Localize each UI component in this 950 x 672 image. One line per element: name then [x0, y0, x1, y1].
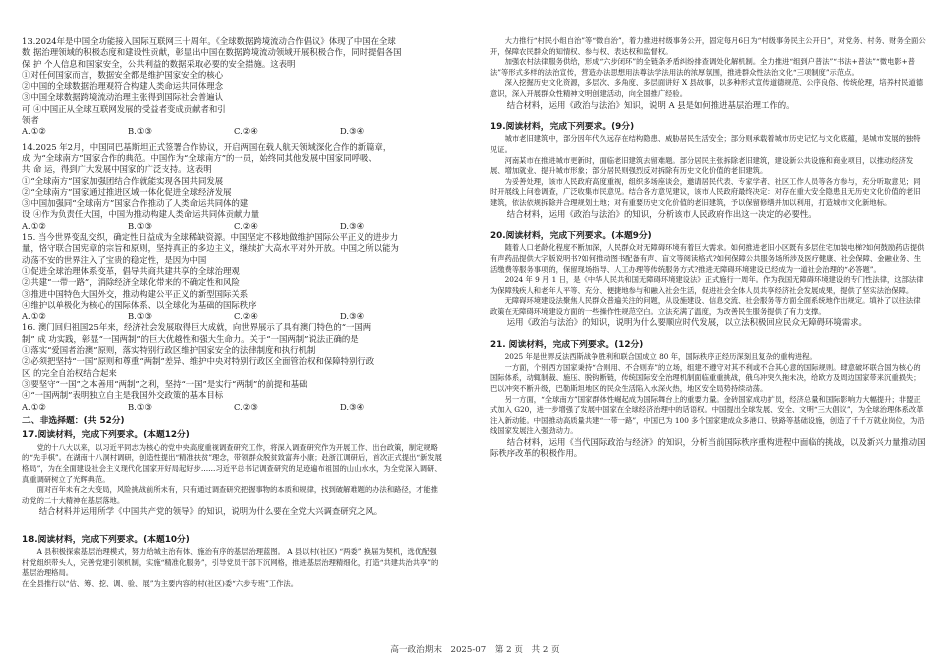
q13-stem-line: 数 据治理领域的积极态度和建设性贡献，彰显出中国在数据跨境流动领域开展积极合作，同时提倡各国: [22, 47, 402, 58]
q18-title: 18.阅读材料，完成下列要求。(本题10分): [22, 534, 190, 545]
q17-prompt: 结合材料并运用所学《中国共产党的领导》的知识，说明为什么要在全党大兴调查研究之风。: [38, 506, 383, 517]
q15-options: [22, 311, 442, 322]
question-20: [490, 230, 926, 329]
q13-item: ②中国的全球数据治理观符合构建人类命运共同体理念: [22, 81, 223, 92]
q13-options: [22, 126, 442, 137]
q15-item: ③推进中国特色大国外交，推动构建公平正义的新型国际关系: [22, 288, 249, 299]
q16-item: ②必须把坚持“一国”原则和尊重“两制”差异、维护中央对特别行政区全面管治权和保障特别行政: [22, 356, 375, 367]
q16-options: [22, 402, 442, 413]
q17-paragraph: 党的十八大以来，以习近平同志为核心的党中央高度重视调查研究工作，将深入调查研究作为开展工作、出台政策，制定规略的“先手棋”。在湖南十八洞村调研，创造性提出“精准扶贫”理念，带领群众脱贫致富奔小康；赴浙江调研后，首次正式提出“新发展格局”，为在全面建设社会主义现代化国家开好局起好步……习近平总书记调查研究的足迹遍布祖国的山山水水，为全党深入调研、真重调研树立了光辉典范。: [22, 442, 442, 484]
option-b: B.①③: [128, 401, 152, 412]
option-d: D.③④: [340, 311, 365, 322]
option-a: A.①②: [22, 220, 46, 231]
q14-stem-line: 成 为“全球南方”国家合作的典范。中国作为“全球南方”的一员，始终同其他发展中国家同呼吸、: [22, 152, 377, 163]
q15-stem-line: 15. 当今世界变乱交织，确定性日益成为全球稀缺资源。中国坚定不移地做维护国际公平正义的进步力: [22, 232, 399, 243]
q19-paragraph: 城市老旧建筑中，部分因年代久远存在结构隐患、威胁居民生活安全；部分则承载着城市历史记忆与文化底蕴，是城市发展的独特见证。: [490, 134, 921, 154]
option-a: A.①②: [22, 311, 46, 322]
q18-paragraph: 在全县推行以“估、筹、挖、调、验、展”为主要内容的村(社区)委“六步专班”工作法。: [22, 578, 299, 588]
q16-stem-line: 制” 成 功实践，彰显“一国两制”的巨大优越性和强大生命力。关于“一国两制”说法正确的是: [22, 333, 359, 344]
option-c: C.②③: [234, 401, 258, 412]
q18-paragraph: 大力推行“村民小组自治”等“微自治”，着力推进村级事务公开，固定每月6日为“村级事务民主公开日”，对党务、村务、财务全面公开，保障农民群众的知情权、参与权、表达权和监督权。: [490, 36, 926, 56]
option-c: C.②④: [234, 220, 258, 231]
option-a: A.①②: [22, 401, 46, 412]
q20-paragraph: 随着人口老龄化程度不断加深，人民群众对无障碍环境有着巨大需求。如何推进老旧小区既有多层住宅加装电梯?如何鼓励药店提供有声药品提供大字版说明书?如何推动图书配备有声、盲文等阅读格式?如何保障公共服务场所涉及医疗健康、社会保障、金融业务、生活缴费等服务事项的，保留现场指导、人工办理等传统服务方式?推进无障碍环境建设已经成为一道社会治理的“必答题”。: [490, 243, 925, 274]
q18-paragraph: A 县积极探索基层治理模式，努力给城主治有体、施治有序的基层治理蓝图。 A 县以村(社区) “两委” 换届为契机，选优配强村党组织带头人，完善党建引领机制，实施“精准化服务”，引导党员干部下沉网格，推进基层治理精细化，打造“共建共治共享”的基层治理格局。: [22, 547, 439, 578]
page-footer: 高一政治期末 2025-07 第 2 页 共 2 页: [390, 645, 560, 655]
option-d: D.③④: [340, 126, 365, 137]
q21-paragraph: 2025 年是世界反法西斯战争胜利和联合国成立 80 年，国际秩序正经历深刻且复杂的重构进程。: [504, 352, 817, 362]
q17-title: 17.阅读材料，完成下列要求。(本题12分): [22, 430, 190, 441]
left-column: [22, 36, 442, 590]
q19-paragraph: 河南某市在推进城市更新时，面临老旧建筑去留难题。部分居民主张拆除老旧建筑，建设新公共设施和商业项目，以推动经济发展、增加就业、提升城市形象；部分居民则强烈反对拆除有历史文化价值的老旧建筑。: [490, 155, 914, 176]
q14-options: [22, 221, 442, 232]
question-16: [22, 322, 442, 412]
q15-stem-line: 量，恪守联合国宪章的宗旨和原则，坚持真正的多边主义，继续扩大高水平对外开放。中国之所以能为: [22, 243, 399, 254]
q20-title: 20.阅读材料，完成下列要求。(本题9分): [490, 230, 652, 241]
q13-stem-line: 保 护 个人信息和国家安全，公共利益的数据采取必要的安全措施。这表明: [22, 58, 296, 69]
q21-paragraph: 另一方面，“全球南方”国家群体性崛起成为国际舞台上的重要力量。金砖国家成功扩员，经济总量和国际影响力大幅提升；非盟正式加入 G20，进一步增强了发展中国家在全球经济治理中的话语权。中国提出全球发展、安全、文明“三大倡议”，为全球治理体系改革注入新动能。中国推动高质量共建“一带一路”，中国已为 100 多个国家建成众多港口、铁路等基础设施，创造了千千万就业岗位，为沿线国家发展注入强劲动力。: [490, 394, 925, 436]
q13-item: 可 ④中国正从全球互联网发展的受益者变成贡献者和引: [22, 103, 226, 114]
q19-paragraph: 为妥善处理，该市人民政府高度重视，组织多场座谈会，邀请居民代表、专家学者、社区工作人员等各方参与，充分听取意见；同时开展线上问卷调查，广泛收集市民意见。结合各方意见建议，该市人民政府最终决定：对存在重大安全隐患且无历史文化价值的老旧建筑，依法依规拆除并合理规划土地；对有重要历史文化价值的老旧建筑，予以保留修缮并加以利用，打造城市文化新地标。: [490, 176, 921, 207]
question-14: [22, 142, 442, 232]
question-19: [490, 121, 926, 220]
q14-item: ③中国加强同“全球南方”国家合作推动了人类命运共同体的建: [22, 198, 249, 209]
q20-paragraph: 2024 年 9 月 1 日，是《中华人民共和国无障碍环境建设法》正式施行一周年。作为我国无障碍环境建设的专门性法律，这部法律为保障残疾人和老年人平等、充分、便捷地参与和融入社会生活，促进社会全体人员共享经济社会发展成果，提供了坚实法治保障。: [490, 275, 924, 295]
q14-item: ①“全球南方”国家加强团结合作就能实现各国共同发展: [22, 175, 224, 186]
q15-item: ②共建“一带一路”，消除经济全球化带来的不确定性和风险: [22, 277, 240, 288]
q14-stem-line: 14.2025 年2月，中国同巴基斯坦正式签署合作协议，开启两国在载人航天领域深化合作的新篇章，: [22, 141, 392, 152]
q16-stem-line: 16. 澳门回归祖国25年来，经济社会发展取得巨大成就，向世界展示了具有澳门特色的“一国两: [22, 322, 372, 333]
option-d: D.③④: [340, 401, 365, 412]
option-d: D.③④: [340, 220, 365, 231]
q16-item: ④“一国两制”表明独立自主是我国外交政策的基本目标: [22, 390, 224, 401]
q21-title: 21. 阅读材料，完成下列要求。(12分): [490, 339, 644, 350]
q15-stem-line: 动荡不安的世界注入了宝贵的稳定性，是因为中国: [22, 254, 207, 265]
q13-item: ①对任何国家而言，数据安全都是维护国家安全的核心: [22, 69, 223, 80]
question-13: [22, 36, 442, 138]
q14-item: 设 ④作为负责任大国，中国为推动构建人类命运共同体贡献力量: [22, 209, 260, 220]
option-c: C.②④: [234, 311, 258, 322]
q21-prompt: 结合材料，运用《当代国际政治与经济》的知识，分析当前国际秩序重构进程中面临的挑战，以及新兴力量推动国际秩序改革的积极作用。: [490, 437, 926, 459]
question-18: [22, 534, 442, 590]
q18-paragraph: 加强农村法律服务供给，形成“六步闭环”的全链条矛盾纠纷排查调处化解机制。全力推进“组到户普法”“书法+普法”“微电影+普法”等形式多样的法治宣传，营造办法思想用法尊法学法用法的浓厚氛围，推进群众性法治文化“三项制度”示范点。: [490, 57, 916, 77]
question-21: [490, 339, 926, 460]
option-b: B.①③: [128, 126, 152, 137]
question-18-continued: [490, 36, 926, 111]
option-b: B.①③: [128, 220, 152, 231]
q16-item: 区 的完全自治权结合起来: [22, 367, 117, 378]
q20-paragraph: 无障碍环境建设法聚焦人民群众普遍关注的问题，从设施建设、信息交流、社会服务等方面全面系统地作出规定。填补了以往法律政策在无障碍环境建设方面的一些操作性规范空白。立法充满了温度，为改善民生服务提供了有力支撑。: [490, 296, 921, 316]
q13-item: ③中国全球数据跨境流动治理主张得到国际社会普遍认: [22, 92, 223, 103]
option-a: A.①②: [22, 126, 46, 137]
q13-item: 领者: [22, 115, 39, 126]
question-15: [22, 232, 442, 322]
q18-paragraph: 深入挖掘历史文化资源，多层次、多角度、多层面讲好 X 县故事，以多种形式宣传道德规范、公序良俗、传统伦理，培养村民道德意识，深入开展群众性精神文明创建活动，向全国推广经验。: [490, 78, 924, 98]
section-2-title: 二、非选择题：(共 52分): [22, 415, 125, 426]
q18-prompt: 结合材料，运用《政治与法治》知识，说明 A 县是如何推进基层治理工作的。: [506, 99, 795, 110]
q21-paragraph: 一方面，个别西方国家秉持“合则用、不合则弃”的立场，组建不遵守对其不利或不合其心意的国际规则。肆意破坏联合国为核心的国际体系，动辄制裁、施压、脱钩断链，传统国际安全治理机制面临重重挑战，俄乌冲突久拖未决，给欧方及周边国家带来沉重损失；巴以冲突不断升级，巴勒斯坦地区的民众生活陷入水深火热，地区安全局势持续动荡。: [490, 362, 921, 394]
q16-item: ①落实“爱国者治澳”原则，落实特别行政区维护国家安全的法律制度和执行机制: [22, 345, 316, 356]
q17-paragraph: 面对百年未有之大变局，风险挑战前所未有，只有通过调查研究把握事物的本质和规律，找到破解难题的办法和路径，才能推动党的二十大精神在基层落地。: [22, 485, 438, 505]
q19-prompt: 结合材料，运用《政治与法治》的知识，分析该市人民政府作出这一决定的必要性。: [506, 208, 817, 219]
q14-stem-line: 共 命 运，得到广大发展中国家的广泛支持。这表明: [22, 164, 212, 175]
q15-item: ①促进全球治理体系变革，倡导共商共建共享的全球治理观: [22, 265, 240, 276]
right-column: [490, 36, 926, 460]
option-b: B.①③: [128, 311, 152, 322]
q16-item: ③要坚守“一国”之本善用“两制”之利，坚持“一国”是实行“两制”的前提和基础: [22, 378, 308, 389]
q15-item: ④维护以单极化为核心的国际体系、以全球化为基础的国际秩序: [22, 299, 257, 310]
q19-title: 19.阅读材料，完成下列要求。(9分): [490, 121, 635, 132]
option-c: C.②④: [234, 126, 258, 137]
q13-stem-line: 13.2024年是中国全功能接入国际互联网三十周年。《全球数据跨境流动合作倡议》体现了中国在全球: [22, 36, 396, 46]
question-17: [22, 429, 442, 517]
q14-item: ②“全球南方”国家通过推进区域一体化促进全球经济发展: [22, 186, 232, 197]
q20-prompt: 运用《政治与法治》的知识，说明为什么要顺应时代发展，以立法积极回应民众无障碍环境需求。: [506, 317, 867, 328]
